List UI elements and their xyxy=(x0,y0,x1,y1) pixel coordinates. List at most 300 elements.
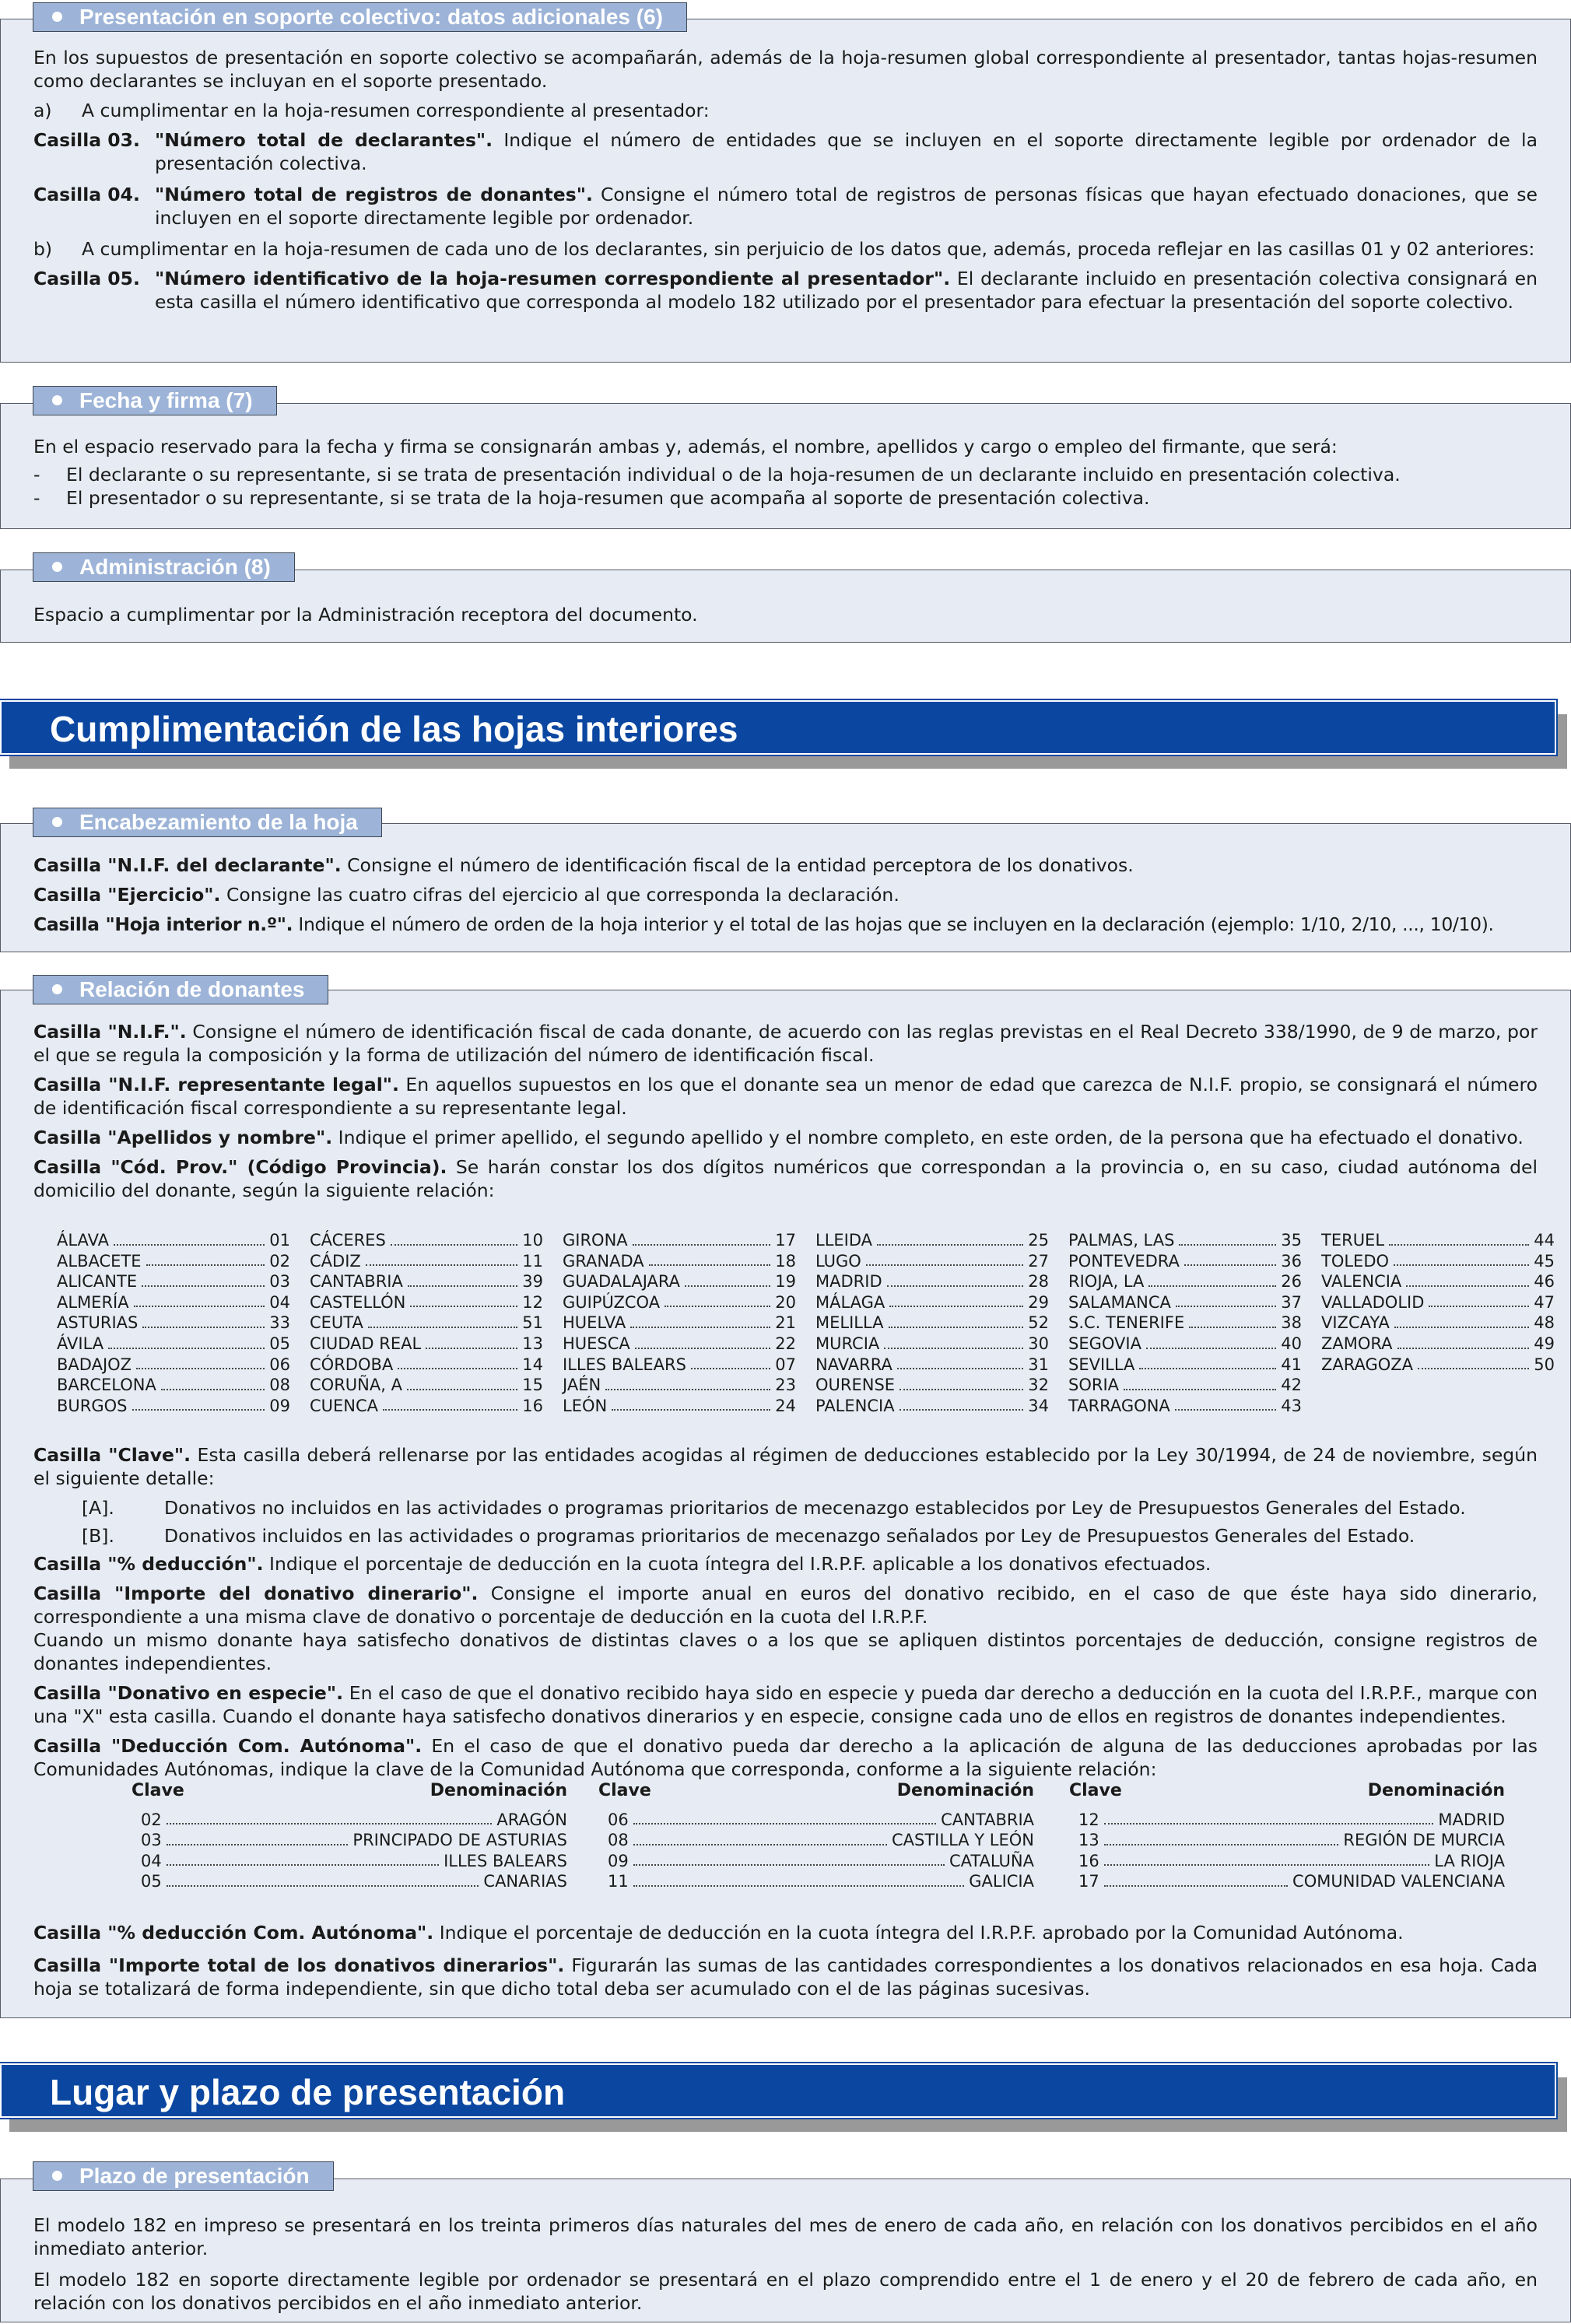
section-title-plazo: Plazo de presentación xyxy=(33,2161,334,2191)
dot-leader xyxy=(1148,1285,1276,1287)
dot-leader xyxy=(1418,1368,1529,1369)
dot-leader xyxy=(167,1885,479,1887)
admin-text: Espacio a cumplimentar por la Administración receptora del documento. xyxy=(33,604,698,626)
provincia-name: GUADALAJARA xyxy=(563,1272,681,1292)
section-title-collective: Presentación en soporte colectivo: datos adicionales (6) xyxy=(33,2,687,32)
dot-leader xyxy=(889,1327,1024,1328)
provincias-column xyxy=(815,1230,1049,1416)
provincia-item xyxy=(1068,1313,1302,1334)
provincia-item xyxy=(310,1396,543,1417)
provincia-code: 51 xyxy=(522,1313,543,1333)
ccaa-table xyxy=(132,1781,1505,1910)
dot-leader xyxy=(410,1306,517,1307)
provincia-code: 09 xyxy=(269,1396,290,1415)
dot-leader xyxy=(136,1368,265,1369)
dot-leader xyxy=(1189,1327,1276,1328)
dot-leader xyxy=(884,1348,1023,1349)
provincia-name: HUESCA xyxy=(563,1334,630,1353)
provincia-name: GUIPÚZCOA xyxy=(563,1292,661,1312)
dot-leader xyxy=(1389,1244,1529,1246)
ccaa-code: 13 xyxy=(1078,1831,1099,1850)
ccaa-item xyxy=(598,1830,1034,1851)
dot-leader xyxy=(630,1327,770,1328)
ccaa-name: ILLES BALEARS xyxy=(444,1851,567,1870)
provincia-code: 40 xyxy=(1281,1334,1302,1353)
provincia-item xyxy=(57,1375,290,1396)
provincia-item xyxy=(1068,1230,1302,1251)
provincia-code: 52 xyxy=(1028,1313,1049,1333)
provincia-name: HUELVA xyxy=(563,1313,626,1333)
provincia-item xyxy=(563,1375,796,1396)
dot-leader xyxy=(1397,1348,1530,1349)
provincia-item xyxy=(815,1396,1049,1417)
provincia-name: S.C. TENERIFE xyxy=(1068,1313,1185,1333)
provincia-code: 03 xyxy=(269,1272,290,1292)
bullet-icon xyxy=(52,984,62,994)
dot-leader xyxy=(398,1368,517,1369)
provincia-item xyxy=(310,1334,543,1355)
dot-leader xyxy=(142,1327,265,1328)
provincia-name: CUENCA xyxy=(310,1396,379,1415)
provincia-code: 18 xyxy=(775,1251,796,1271)
casilla-nif-declarante: Casilla "N.I.F. del declarante". Consigne el número de identificación fiscal de la entidad perceptora de los donativos. xyxy=(33,854,1134,876)
dot-leader xyxy=(633,1844,887,1846)
provincia-code: 43 xyxy=(1281,1396,1302,1415)
provincia-code: 39 xyxy=(522,1272,543,1292)
dot-leader xyxy=(1104,1885,1288,1887)
provincia-item xyxy=(57,1334,290,1355)
provincia-name: CÁCERES xyxy=(310,1231,386,1250)
provincia-code: 15 xyxy=(522,1376,543,1395)
provincia-item xyxy=(815,1355,1049,1376)
provincia-name: ASTURIAS xyxy=(57,1313,139,1333)
provincias-column xyxy=(57,1230,290,1416)
ccaa-code: 12 xyxy=(1078,1810,1099,1829)
provincia-code: 19 xyxy=(775,1272,796,1292)
provincia-item xyxy=(815,1334,1049,1355)
casilla-nif-representante: Casilla "N.I.F. representante legal". En aquellos supuestos en los que el donante sea un menor de edad que carezca de N.I.F. propio, se consignará el número de identificación fiscal correspondiente a su representante legal. xyxy=(33,1074,1538,1119)
casilla-nif: Casilla "N.I.F.". Consigne el número de identificación fiscal de cada donante, de acuerdo con las reglas previstas en el Real Decreto 338/1990, de 9 de marzo, por el que se regula la composición y la forma de utilización del número de identificación fiscal. xyxy=(33,1021,1538,1066)
provincia-name: OURENSE xyxy=(815,1376,896,1395)
provincia-name: VALLADOLID xyxy=(1321,1292,1425,1312)
provincia-item xyxy=(815,1375,1049,1396)
provincia-name: MURCIA xyxy=(815,1334,880,1353)
provincia-code: 23 xyxy=(775,1376,796,1395)
provincia-name: BURGOS xyxy=(57,1396,128,1415)
provincia-name: SEVILLA xyxy=(1068,1355,1135,1374)
provincia-name: RIOJA, LA xyxy=(1068,1272,1145,1292)
provincia-name: CASTELLÓN xyxy=(310,1292,406,1312)
dot-leader xyxy=(899,1389,1023,1390)
ccaa-header-clave: Clave xyxy=(598,1781,651,1800)
provincia-item xyxy=(57,1396,290,1417)
dot-leader xyxy=(108,1348,265,1349)
provincia-name: PALENCIA xyxy=(815,1396,895,1415)
provincia-code: 41 xyxy=(1281,1355,1302,1374)
clave-a: [A]. Donativos no incluidos en las actividades o programas prioritarios de mecenazgo establecidos por Ley de Presupuestos Generales del Estado. xyxy=(82,1497,1466,1519)
provincia-code: 04 xyxy=(269,1292,290,1312)
item-a: a) A cumplimentar en la hoja-resumen correspondiente al presentador: xyxy=(33,100,710,121)
dot-leader xyxy=(391,1244,517,1246)
ccaa-name: PRINCIPADO DE ASTURIAS xyxy=(352,1831,567,1850)
ccaa-name: REGIÓN DE MURCIA xyxy=(1343,1831,1505,1850)
provincia-item xyxy=(563,1313,796,1334)
dot-leader xyxy=(161,1389,265,1390)
dot-leader xyxy=(1104,1844,1339,1846)
ccaa-column xyxy=(1069,1781,1505,1892)
dot-leader xyxy=(1146,1348,1276,1349)
provincia-item xyxy=(310,1313,543,1334)
ccaa-header xyxy=(132,1781,567,1802)
dot-leader xyxy=(685,1285,770,1287)
dot-leader xyxy=(877,1244,1023,1246)
provincia-item xyxy=(815,1313,1049,1334)
ccaa-item xyxy=(132,1851,567,1872)
provincia-code: 44 xyxy=(1534,1231,1555,1250)
dot-leader xyxy=(665,1306,770,1307)
dot-leader xyxy=(1184,1264,1276,1266)
provincia-code: 34 xyxy=(1028,1396,1049,1415)
provincia-item xyxy=(563,1251,796,1272)
provincia-name: SEGOVIA xyxy=(1068,1334,1141,1353)
provincia-name: TARRAGONA xyxy=(1068,1396,1170,1415)
dot-leader xyxy=(633,1885,965,1887)
bullet-icon xyxy=(52,562,62,572)
ccaa-header-denominacion: Denominación xyxy=(896,1781,1034,1800)
provincia-name: ILLES BALEARS xyxy=(563,1355,686,1374)
provincia-name: ÁVILA xyxy=(57,1334,104,1353)
provincia-code: 01 xyxy=(269,1231,290,1250)
provincia-item xyxy=(1068,1355,1302,1376)
casilla-importe-total: Casilla "Importe total de los donativos dinerarios". Figurarán las sumas de las cantidades correspondientes a los donativos relacionados en esa hoja. Cada hoja se totalizará de forma independiente, sin que dicho total deba ser acumulado con el de las páginas sucesivas. xyxy=(33,1954,1538,2000)
dot-leader xyxy=(612,1409,770,1411)
provincia-code: 49 xyxy=(1534,1334,1555,1353)
ccaa-name: MADRID xyxy=(1438,1810,1505,1829)
provincia-code: 22 xyxy=(775,1334,796,1353)
provincia-item xyxy=(310,1355,543,1376)
provincia-name: BARCELONA xyxy=(57,1376,156,1395)
provincia-item xyxy=(1068,1271,1302,1292)
provincias-column xyxy=(563,1230,796,1416)
casilla-deduccion: Casilla "% deducción". Indique el porcentaje de deducción en la cuota íntegra del I.R.P.F. aplicable a los donativos efectuados. xyxy=(33,1553,1212,1575)
provincia-item xyxy=(815,1271,1049,1292)
provincia-code: 10 xyxy=(522,1231,543,1250)
provincia-item xyxy=(1068,1375,1302,1396)
provincia-item xyxy=(57,1271,290,1292)
provincia-name: CORUÑA, A xyxy=(310,1376,402,1395)
provincia-item xyxy=(563,1292,796,1313)
ccaa-header-denominacion: Denominación xyxy=(430,1781,567,1800)
provincia-code: 48 xyxy=(1534,1313,1555,1333)
section-title-firma: Fecha y firma (7) xyxy=(33,386,277,415)
provincia-code: 37 xyxy=(1281,1292,1302,1312)
provincias-column xyxy=(310,1230,543,1416)
casilla-cod-prov: Casilla "Cód. Prov." (Código Provincia). Se harán constar los dos dígitos numéricos que correspondan a la provincia o, en su caso, ciudad autónoma del domicilio del donante, según la siguiente relación: xyxy=(33,1156,1538,1201)
provincia-code: 27 xyxy=(1028,1251,1049,1271)
provincia-code: 47 xyxy=(1534,1292,1555,1312)
provincia-name: GRANADA xyxy=(563,1251,644,1271)
provincia-code: 35 xyxy=(1281,1231,1302,1250)
provincia-code: 17 xyxy=(775,1231,796,1250)
provincia-code: 26 xyxy=(1281,1272,1302,1292)
provincia-name: ALICANTE xyxy=(57,1272,138,1292)
provincia-name: ZAMORA xyxy=(1321,1334,1393,1353)
firma-item-2: - El presentador o su representante, si se trata de la hoja-resumen que acompaña al soporte de presentación colectiva. xyxy=(33,487,1150,509)
casilla-importe-nota: Cuando un mismo donante haya satisfecho donativos de distintas claves o a los que se apliquen distintos porcentajes de deducción, consigne registros de donantes independientes. xyxy=(33,1629,1538,1674)
provincia-code: 11 xyxy=(522,1251,543,1271)
dot-leader xyxy=(167,1864,439,1866)
section-title-relacion: Relación de donantes xyxy=(33,975,328,1004)
ccaa-item xyxy=(132,1871,567,1892)
provincia-code: 29 xyxy=(1028,1292,1049,1312)
provincia-item xyxy=(57,1355,290,1376)
casilla-importe: Casilla "Importe del donativo dinerario". Consigne el importe anual en euros del donativo recibido, en el caso de que éste haya sido dinerario, correspondiente a una misma clave de donativo o porcentaje de deducción en la cuota del I.R.P.F. xyxy=(33,1583,1538,1628)
provincia-code: 20 xyxy=(775,1292,796,1312)
provincia-code: 36 xyxy=(1281,1251,1302,1271)
dot-leader xyxy=(1406,1285,1529,1287)
section-relacion xyxy=(0,990,1571,2018)
ccaa-item xyxy=(132,1830,567,1851)
ccaa-code: 16 xyxy=(1078,1851,1099,1870)
provincia-code: 08 xyxy=(269,1376,290,1395)
provincia-name: CIUDAD REAL xyxy=(310,1334,422,1353)
provincia-name: PALMAS, LAS xyxy=(1068,1231,1175,1250)
provincia-item xyxy=(1321,1230,1555,1251)
ccaa-item xyxy=(598,1871,1034,1892)
provincia-code: 02 xyxy=(269,1251,290,1271)
ccaa-item xyxy=(598,1810,1034,1831)
provincia-item xyxy=(310,1375,543,1396)
provincia-item xyxy=(815,1230,1049,1251)
provincia-item xyxy=(563,1271,796,1292)
dot-leader xyxy=(426,1348,517,1349)
provincia-code: 25 xyxy=(1028,1231,1049,1250)
bullet-icon xyxy=(52,395,62,405)
provincia-item xyxy=(310,1292,543,1313)
ccaa-code: 03 xyxy=(141,1831,162,1850)
section-encabezamiento xyxy=(0,823,1571,952)
ccaa-name: GALICIA xyxy=(969,1872,1034,1891)
casilla-especie: Casilla "Donativo en especie". En el caso de que el donativo recibido haya sido en especie y pueda dar derecho a deducción en la cuota del I.R.P.F., marque con una "X" esta casilla. Cuando el donante haya satisfecho donativos dinerarios y en especie, consigne cada uno de ellos en registros de donantes independientes. xyxy=(33,1682,1538,1727)
ccaa-code: 06 xyxy=(608,1810,629,1829)
item-b: b) A cumplimentar en la hoja-resumen de cada uno de los declarantes, sin perjuicio de los datos que, además, proceda reflejar en las casillas 01 y 02 anteriores: xyxy=(33,238,1535,260)
provincias-table xyxy=(57,1230,1555,1421)
casilla-apellidos: Casilla "Apellidos y nombre". Indique el primer apellido, el segundo apellido y el nombre completo, en este orden, de la persona que ha efectuado el donativo. xyxy=(33,1127,1524,1148)
provincia-code: 13 xyxy=(522,1334,543,1353)
dot-leader xyxy=(649,1264,771,1266)
provincia-name: CÓRDOBA xyxy=(310,1355,394,1374)
provincia-code: 42 xyxy=(1281,1376,1302,1395)
casilla-05: Casilla 05. "Número identificativo de la hoja-resumen correspondiente al presentador". El declarante incluido en presentación colectiva consignará en esta casilla el número identificativo que corresponda al modelo 182 utilizado por el presentador para efectuar la presentación del soporte colectivo. xyxy=(33,268,1538,313)
provincia-name: VIZCAYA xyxy=(1321,1313,1390,1333)
provincia-item xyxy=(815,1292,1049,1313)
provincia-item xyxy=(563,1396,796,1417)
dot-leader xyxy=(383,1409,517,1411)
dot-leader xyxy=(167,1844,349,1846)
provincia-code: 16 xyxy=(522,1396,543,1415)
ccaa-header-clave: Clave xyxy=(132,1781,184,1800)
ccaa-header-clave: Clave xyxy=(1069,1781,1122,1800)
provincia-code: 31 xyxy=(1028,1355,1049,1374)
provincia-item xyxy=(310,1271,543,1292)
ccaa-item xyxy=(1069,1830,1505,1851)
section-plazo xyxy=(0,2179,1571,2322)
provincia-name: GIRONA xyxy=(563,1231,628,1250)
bullet-icon xyxy=(52,817,62,827)
provincia-item xyxy=(1068,1292,1302,1313)
ccaa-name: ARAGÓN xyxy=(496,1810,567,1829)
ccaa-column xyxy=(132,1781,567,1892)
dot-leader xyxy=(866,1264,1023,1266)
dot-leader xyxy=(1176,1306,1276,1307)
ccaa-header xyxy=(598,1781,1034,1802)
dot-leader xyxy=(633,1864,945,1866)
provincia-code: 07 xyxy=(775,1355,796,1374)
provincia-item xyxy=(1321,1292,1555,1313)
casilla-clave: Casilla "Clave". Esta casilla deberá rellenarse por las entidades acogidas al régimen de deducciones establecido por la Ley 30/1994, de 24 de noviembre, según el siguiente detalle: xyxy=(33,1444,1538,1489)
dot-leader xyxy=(366,1264,517,1266)
provincia-code: 12 xyxy=(522,1292,543,1312)
dot-leader xyxy=(408,1285,517,1287)
ccaa-code: 17 xyxy=(1078,1872,1099,1891)
provincia-code: 05 xyxy=(269,1334,290,1353)
ccaa-name: CANTABRIA xyxy=(941,1810,1034,1829)
plazo-soporte: El modelo 182 en soporte directamente legible por ordenador se presentará en el plazo comprendido entre el 1 de enero y el 20 de febrero de cada año, en relación con los donativos percibidos en el año inmediato anterior. xyxy=(33,2269,1538,2314)
ccaa-name: LA RIOJA xyxy=(1434,1851,1505,1870)
provincia-code: 46 xyxy=(1534,1272,1555,1292)
provincia-item xyxy=(1321,1313,1555,1334)
dot-leader xyxy=(368,1327,517,1328)
provincia-name: ÁLAVA xyxy=(57,1231,109,1250)
dot-leader xyxy=(1429,1306,1529,1307)
ccaa-name: CATALUÑA xyxy=(949,1851,1034,1870)
provincia-name: CÁDIZ xyxy=(310,1251,361,1271)
provincia-name: BADAJOZ xyxy=(57,1355,132,1374)
ccaa-name: CASTILLA Y LEÓN xyxy=(891,1831,1034,1850)
dot-leader xyxy=(407,1389,517,1390)
dot-leader xyxy=(1104,1864,1430,1866)
dot-leader xyxy=(1394,1264,1529,1266)
dot-leader xyxy=(142,1285,265,1287)
dot-leader xyxy=(1394,1327,1529,1328)
provincia-name: LLEIDA xyxy=(815,1231,873,1250)
dot-leader xyxy=(889,1306,1023,1307)
provincia-name: JAÉN xyxy=(563,1376,601,1395)
provincia-code: 21 xyxy=(775,1313,796,1333)
ccaa-item xyxy=(598,1851,1034,1872)
dot-leader xyxy=(1139,1368,1276,1369)
provincia-code: 45 xyxy=(1534,1251,1555,1271)
provincia-item xyxy=(563,1230,796,1251)
dot-leader xyxy=(897,1368,1023,1369)
dot-leader xyxy=(887,1285,1024,1287)
firma-item-1: - El declarante o su representante, si se trata de presentación individual o de la hoja-resumen de un declarante incluido en presentación colectiva. xyxy=(33,464,1401,485)
collective-intro: En los supuestos de presentación en soporte colectivo se acompañarán, además de la hoja-resumen global correspondiente al presentador, tantas hojas-resumen como declarantes se incluyan en el soporte presentado. xyxy=(33,47,1538,92)
ccaa-code: 04 xyxy=(141,1851,162,1870)
provincia-item xyxy=(310,1251,543,1272)
dot-leader xyxy=(635,1348,770,1349)
dot-leader xyxy=(146,1264,265,1266)
ccaa-item xyxy=(132,1810,567,1831)
ccaa-item xyxy=(1069,1871,1505,1892)
provincia-name: ALMERÍA xyxy=(57,1292,129,1312)
ccaa-code: 02 xyxy=(141,1810,162,1829)
dot-leader xyxy=(633,1244,771,1246)
provincia-item xyxy=(57,1313,290,1334)
provincia-item xyxy=(563,1334,796,1355)
ccaa-code: 08 xyxy=(608,1831,629,1850)
section-firma xyxy=(0,403,1571,529)
provincia-item xyxy=(1321,1355,1555,1376)
ccaa-name: COMUNIDAD VALENCIANA xyxy=(1292,1872,1505,1891)
dot-leader xyxy=(114,1244,265,1246)
provincia-item xyxy=(1068,1251,1302,1272)
clave-b: [B]. Donativos incluidos en las actividades o programas prioritarios de mecenazgo señalados por Ley de Presupuestos Generales del Estado. xyxy=(82,1525,1415,1547)
provincia-item xyxy=(1068,1334,1302,1355)
casilla-hoja-interior: Casilla "Hoja interior n.º". Indique el número de orden de la hoja interior y el total de las hojas que se incluyen en la declaración (ejemplo: 1/10, 2/10, ..., 10/10). xyxy=(33,913,1494,935)
dot-leader xyxy=(132,1409,265,1411)
provincia-item xyxy=(1321,1334,1555,1355)
provincia-name: TOLEDO xyxy=(1321,1251,1390,1271)
provincia-name: MELILLA xyxy=(815,1313,884,1333)
plazo-impreso: El modelo 182 en impreso se presentará en los treinta primeros días naturales del mes de enero de cada año, en relación con los donativos percibidos en el año inmediato anterior. xyxy=(33,2214,1538,2259)
ccaa-header xyxy=(1069,1781,1505,1802)
casilla-deduccion-com-autonoma: Casilla "% deducción Com. Autónoma". Indique el porcentaje de deducción en la cuota íntegra del I.R.P.F. aprobado por la Comunidad Autónoma. xyxy=(33,1922,1404,1944)
provincia-name: ALBACETE xyxy=(57,1251,142,1271)
provincia-name: MADRID xyxy=(815,1272,882,1292)
provincia-name: LUGO xyxy=(815,1251,861,1271)
provincia-code: 38 xyxy=(1281,1313,1302,1333)
bullet-icon xyxy=(52,2171,62,2181)
dot-leader xyxy=(134,1306,265,1307)
provincia-name: TERUEL xyxy=(1321,1231,1385,1250)
dot-leader xyxy=(1179,1244,1276,1246)
dot-leader xyxy=(167,1823,493,1824)
section-collective xyxy=(0,19,1571,363)
provincia-name: PONTEVEDRA xyxy=(1068,1251,1180,1271)
provincia-item xyxy=(57,1230,290,1251)
banner-lugar-plazo: Lugar y plazo de presentación xyxy=(0,2063,1556,2118)
provincia-code: 24 xyxy=(775,1396,796,1415)
dot-leader xyxy=(691,1368,770,1369)
provincia-item xyxy=(57,1292,290,1313)
provincia-item xyxy=(1068,1396,1302,1417)
ccaa-code: 05 xyxy=(141,1872,162,1891)
provincia-name: VALENCIA xyxy=(1321,1272,1402,1292)
dot-leader xyxy=(899,1409,1024,1411)
provincia-code: 30 xyxy=(1028,1334,1049,1353)
dot-leader xyxy=(605,1389,770,1390)
casilla-deduccion-ca: Casilla "Deducción Com. Autónoma". En el caso de que el donativo pueda dar derecho a la aplicación de alguna de las deducciones aprobadas por las Comunidades Autónomas, indique la clave de la Comunidad Autónoma que corresponda, conforme a la siguiente relación: xyxy=(33,1735,1538,1780)
firma-intro: En el espacio reservado para la fecha y firma se consignarán ambas y, además, el nombre, apellidos y cargo o empleo del firmante, que será: xyxy=(33,436,1338,457)
provincia-name: SORIA xyxy=(1068,1376,1120,1395)
provincia-code: 28 xyxy=(1028,1272,1049,1292)
section-title-admin: Administración (8) xyxy=(33,552,295,582)
dot-leader xyxy=(633,1823,936,1824)
provincia-code: 33 xyxy=(269,1313,290,1333)
provincia-name: MÁLAGA xyxy=(815,1292,885,1312)
casilla-03: Casilla 03. "Número total de declarantes". Indique el número de entidades que se incluyen en el soporte directamente legible por ordenador de la presentación colectiva. xyxy=(33,129,1538,174)
ccaa-item xyxy=(1069,1810,1505,1831)
provincia-item xyxy=(1321,1271,1555,1292)
provincia-code: 06 xyxy=(269,1355,290,1374)
provincias-column xyxy=(1068,1230,1302,1416)
provincia-item xyxy=(310,1230,543,1251)
provincia-name: NAVARRA xyxy=(815,1355,892,1374)
provincia-code: 50 xyxy=(1534,1355,1555,1374)
bullet-icon xyxy=(52,12,62,22)
provincia-code: 14 xyxy=(522,1355,543,1374)
